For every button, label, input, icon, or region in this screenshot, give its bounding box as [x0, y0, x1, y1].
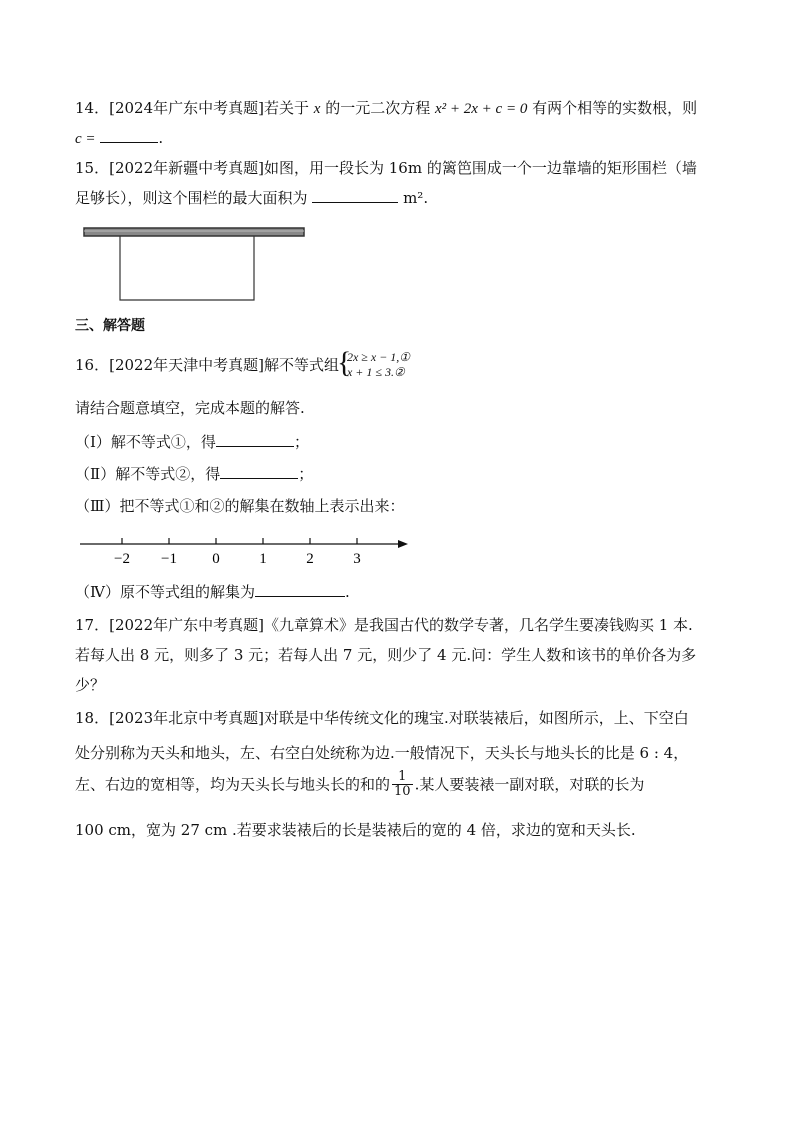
q14-text: 的一元二次方程: [325, 99, 431, 117]
q16-part1-label: （Ⅰ）解不等式①，得: [75, 433, 216, 451]
q18-line3-text: 左、右边的宽相等，均为天头长与地头长的和的: [75, 775, 391, 794]
q18-line4: 100 cm，宽为 27 cm .若要求装裱后的长是装裱后的宽的 4 倍，求边的宽和天头长.: [75, 821, 636, 839]
q16-inequality-2: x + 1 ≤ 3.②: [346, 365, 405, 379]
q16-part1: [75, 432, 309, 452]
wall: [84, 228, 304, 236]
fraction-numerator: 1: [392, 770, 413, 785]
q15-unit: m².: [403, 189, 429, 207]
q16-part4-label: （Ⅳ）原不等式组的解集为: [75, 583, 255, 601]
q15-text: 足够长），则这个围栏的最大面积为: [75, 189, 308, 207]
q16-inequality-1: { 2x ≥ x − 1,①: [346, 350, 411, 364]
q16-instruction: 请结合题意填空，完成本题的解答.: [75, 399, 305, 417]
q16-prefix: 16．[2022年天津中考真题]解不等式组: [75, 356, 339, 374]
q16-part2-blank[interactable]: [220, 464, 298, 479]
q16-inequality-system: [339, 350, 410, 380]
fence-diagram: [80, 222, 310, 306]
q17-line3: 少？: [75, 676, 106, 694]
q15-line1: 15．[2022年新疆中考真题]如图，用一段长为 16m 的篱笆围成一个一边靠墙的矩形围栏（墙: [75, 159, 697, 177]
q17-line1: 17．[2022年广东中考真题]《九章算术》是我国古代的数学专著，几名学生要凑钱购买 1 本.: [75, 616, 693, 634]
q15-line2: [75, 188, 428, 208]
q16-part1-end: ；: [293, 433, 309, 451]
number-line: [78, 530, 418, 570]
q16-part2-end: ；: [298, 465, 314, 483]
number-line-arrow: [398, 540, 408, 548]
q18-line2: 处分别称为天头和地头，左、右空白处统称为边.一般情况下，天头长与地头长的比是 6 : 4，: [75, 744, 689, 762]
q16-part4: [75, 582, 350, 602]
number-line-label: 0: [212, 551, 220, 567]
q14-equation: x² + 2x + c = 0: [435, 101, 528, 117]
section-title: 三、解答题: [75, 318, 145, 334]
q16-part3: （Ⅲ）把不等式①和②的解集在数轴上表示出来：: [75, 497, 405, 515]
q16-line1: [75, 350, 410, 390]
q16-part4-blank[interactable]: [255, 582, 345, 597]
q14-line1: [75, 98, 697, 119]
q14-variable: x: [313, 101, 321, 117]
q14-text2: 有两个相等的实数根，则: [532, 99, 698, 117]
number-line-label: 2: [306, 551, 314, 567]
q18-line3-end: .某人要装裱一副对联，对联的长为: [414, 775, 645, 794]
fence-rectangle: [120, 236, 254, 300]
q16-part2-label: （Ⅱ）解不等式②，得: [75, 465, 221, 483]
q16-part2: [75, 464, 313, 484]
q14-prefix: 14．[2024年广东中考真题]若关于: [75, 99, 309, 117]
q16-part1-blank[interactable]: [216, 432, 294, 447]
number-line-label: −2: [114, 551, 130, 567]
number-line-label: 1: [259, 551, 267, 567]
q18-fraction: [392, 770, 413, 799]
q17-line2: 若每人出 8 元，则多了 3 元；若每人出 7 元，则少了 4 元.问：学生人数和该书的单价各为多: [75, 646, 697, 664]
q15-answer-blank[interactable]: [312, 188, 398, 203]
q14-line2: [75, 128, 163, 149]
number-line-label: −1: [161, 551, 177, 567]
q14-answer-blank[interactable]: [100, 128, 158, 143]
q14-period: .: [158, 129, 164, 147]
number-line-label: 3: [353, 551, 361, 567]
q18-line3: [75, 770, 644, 806]
fraction-denominator: 10: [394, 784, 411, 799]
q18-line1: 18．[2023年北京中考真题]对联是中华传统文化的瑰宝.对联装裱后，如图所示，上、下空白: [75, 709, 689, 727]
q16-part4-end: .: [345, 583, 350, 601]
q14-c-variable: c =: [75, 131, 96, 147]
